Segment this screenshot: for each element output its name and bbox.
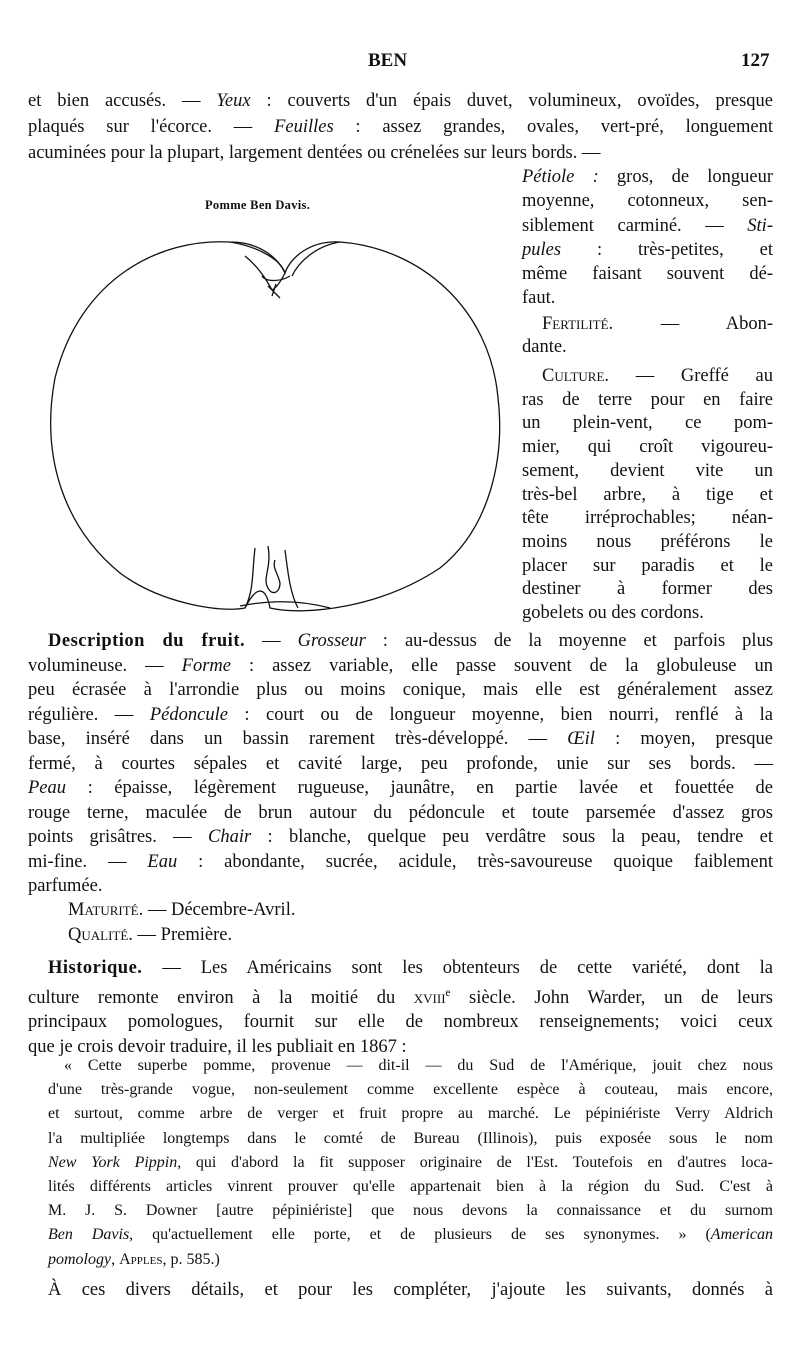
page-number: 127 — [741, 50, 770, 71]
text-line — [522, 238, 773, 262]
text-line — [48, 1223, 773, 1247]
text-run: destiner à former des — [522, 579, 773, 600]
text-line — [48, 1078, 773, 1102]
text-run: sement, devient vite un — [522, 460, 773, 481]
text-block-top — [28, 88, 773, 166]
text-run: rouge terne, maculée de brun autour du pédoncule et toute parsemée d'assez gros — [28, 802, 773, 823]
styled-text-run: xviii — [413, 987, 446, 1008]
text-line — [522, 313, 773, 336]
styled-text-run: Peau — [28, 778, 67, 798]
text-run: un plein-vent, ce pom- — [522, 413, 773, 434]
apple-outline — [51, 242, 500, 611]
text-line — [28, 1278, 773, 1303]
text-line — [522, 214, 773, 238]
text-line — [48, 1248, 773, 1272]
text-run: fermé, à courtes sépales et cavité large, peu profonde, unie sur ses bords. — — [28, 753, 773, 774]
text-line — [522, 286, 773, 310]
styled-text-run: Feuilles — [274, 117, 334, 137]
styled-text-run: pomology — [48, 1250, 112, 1268]
text-line — [522, 507, 773, 531]
text-block-description — [28, 629, 773, 899]
text-run: placer sur paradis et le — [522, 555, 773, 576]
text-line — [28, 825, 773, 850]
text-block-maturite-qualite — [48, 898, 773, 948]
text-line — [522, 165, 773, 189]
text-run: : très-petites, et — [561, 239, 773, 260]
text-run: volumineuse. — — [28, 655, 182, 676]
stem-cavity — [230, 242, 340, 298]
text-run: peu écrasée à l'arrondie plus ou moins conique, mais elle est généralement assez — [28, 680, 773, 700]
text-line — [522, 555, 773, 579]
text-run: mi-fine. — — [28, 851, 148, 872]
text-run: , qui d'abord la fit supposer originaire de l'Est. Toutefois en d'autres loca- — [177, 1153, 773, 1171]
styled-text-run: American — [710, 1226, 773, 1244]
text-block-historique — [28, 956, 773, 1060]
text-line — [522, 531, 773, 555]
styled-text-run: Pédoncule — [149, 704, 228, 725]
text-line — [48, 1175, 773, 1199]
styled-text-run: Grosseur — [297, 631, 366, 651]
text-run: parfumée. — [28, 876, 103, 896]
figure-caption: Pomme Ben Davis. — [205, 198, 311, 212]
text-line — [48, 923, 773, 948]
text-line — [48, 1102, 773, 1126]
text-run: que je crois devoir traduire, il les publiait en 1867 : — [28, 1036, 407, 1057]
styled-text-run: Forme — [181, 655, 231, 676]
text-line — [28, 1010, 773, 1035]
text-run: points grisâtres. — — [28, 827, 209, 847]
text-run: principaux pomologues, fournit sur elle de nombreux renseignements; voici ceux — [28, 1012, 773, 1033]
styled-text-run: Sti- — [747, 215, 773, 236]
text-line — [28, 114, 773, 140]
text-run: ras de terre pour en faire — [522, 389, 773, 410]
text-line — [28, 801, 773, 826]
text-line — [48, 1199, 773, 1223]
styled-text-run: Yeux — [216, 91, 251, 111]
text-run: base, inséré dans un bassin rarement très-développé. — — [28, 729, 568, 749]
text-line — [48, 1151, 773, 1175]
text-run: « Cette superbe pomme, provenue — dit-il — du Sud de l'Amérique, jouit chez nous — [64, 1057, 773, 1074]
text-run: siècle. John Warder, un de leurs — [450, 987, 773, 1008]
text-run: M. J. S. Downer [autre pépiniériste] que nous devons la connaissance et du surnom — [48, 1202, 773, 1220]
text-line — [28, 956, 773, 981]
text-run: : assez variable, elle passe souvent de la globuleuse un — [230, 655, 773, 676]
text-line — [28, 629, 773, 654]
text-line — [522, 262, 773, 286]
styled-text-run: Eau — [147, 851, 178, 872]
text-run: l'a multipliée longtemps dans le comté de Bureau (Illinois), puis exposée sous le nom — [48, 1129, 773, 1147]
running-title: BEN — [368, 50, 408, 71]
text-line — [28, 654, 773, 679]
text-run: : court ou de longueur moyenne, bien nourri, renflé à la — [227, 704, 773, 725]
styled-text-run: Ben Davis — [48, 1226, 130, 1244]
text-line — [522, 484, 773, 508]
text-run: : couverts d'un épais duvet, volumineux, ovoïdes, presque — [250, 91, 773, 111]
text-run: dante. — [522, 337, 567, 357]
styled-text-run: Historique. — [48, 958, 143, 978]
styled-text-run: Maturité. — [68, 900, 144, 920]
text-line — [522, 578, 773, 602]
styled-text-run: Apples — [119, 1250, 163, 1268]
text-run: tête irréprochables; néan- — [522, 508, 773, 529]
text-run: : moyen, presque — [594, 729, 773, 749]
text-run: : abondante, sucrée, acidule, très-savoureuse quoique faiblement — [177, 851, 773, 872]
text-run: : blanche, quelque peu verdâtre sous la peau, tendre et — [251, 827, 774, 847]
text-run: et bien accusés. — — [28, 91, 217, 111]
styled-text-run: Fertilité. — [542, 314, 614, 334]
styled-text-run: Qualité. — [68, 925, 133, 945]
styled-text-run: Description du fruit. — [48, 631, 246, 651]
text-run: : au-dessus de la moyenne et parfois plus — [365, 631, 774, 651]
text-run: — Décembre-Avril. — [143, 900, 296, 920]
text-line — [522, 602, 773, 626]
text-run: siblement carminé. — — [522, 215, 748, 236]
text-block-petiole — [522, 165, 773, 311]
text-run: : assez grandes, ovales, vert-pré, longuement — [333, 117, 773, 137]
text-run: lités différents articles vinrent prouver qu'elle appartenait bien à la région du Sud. C'est à — [48, 1178, 773, 1196]
text-run: acuminées pour la plupart, largement dentées ou crénelées sur leurs bords. — — [28, 143, 601, 163]
text-line — [28, 727, 773, 752]
text-line — [48, 1127, 773, 1151]
text-line — [28, 981, 773, 1011]
text-line — [522, 365, 773, 389]
text-run: plaqués sur l'écorce. — — [28, 117, 275, 137]
text-run: , qu'actuellement elle porte, et de plusieurs de ses synonymes. » ( — [129, 1226, 711, 1244]
text-run: mier, qui croît vigoureu- — [522, 437, 773, 458]
text-run: régulière. — — [28, 704, 150, 725]
text-run: gros, de longueur — [598, 167, 773, 187]
text-line — [28, 776, 773, 801]
text-run: — Première. — [132, 925, 233, 945]
text-block-fertilite — [522, 313, 773, 359]
styled-text-run: e — [445, 986, 451, 999]
text-run: même faisant souvent dé- — [522, 264, 773, 285]
styled-text-run: Pétiole : — [522, 167, 599, 187]
styled-text-run: pules — [522, 239, 562, 260]
text-line — [522, 189, 773, 213]
text-run: , — [111, 1250, 120, 1268]
text-block-quote — [48, 1054, 773, 1272]
styled-text-run: New York Pippin — [48, 1153, 178, 1171]
apple-illustration — [40, 228, 510, 620]
text-run: faut. — [522, 288, 556, 309]
text-run: et surtout, comme arbre de verger et fruit propre au marché. Le pépiniériste Verry Aldrich — [48, 1105, 773, 1123]
text-line — [522, 412, 773, 436]
text-block-final — [28, 1278, 773, 1303]
text-run: À ces divers détails, et pour les compléter, j'ajoute les suivants, donnés à — [48, 1280, 773, 1300]
text-run: , p. 585.) — [162, 1250, 220, 1268]
text-line — [28, 874, 773, 899]
eye-basin — [240, 546, 330, 608]
text-line — [28, 850, 773, 875]
text-block-culture — [522, 365, 773, 626]
text-line — [28, 752, 773, 777]
text-run: moins nous préférons le — [522, 531, 773, 552]
text-line — [28, 140, 773, 166]
text-run: gobelets ou des cordons. — [522, 603, 704, 624]
text-line — [48, 898, 773, 923]
text-line — [522, 460, 773, 484]
text-line — [28, 88, 773, 114]
text-run: très-bel arbre, à tige et — [522, 484, 773, 505]
text-run: — Greffé au — [609, 366, 773, 386]
text-line — [28, 703, 773, 728]
text-line — [522, 336, 773, 359]
text-run: d'une très-grande vogue, non-seulement comme excellente espèce à couteau, mais encore, — [48, 1081, 773, 1099]
text-run: — — [245, 631, 298, 651]
text-line — [28, 678, 773, 703]
text-run: — Les Américains sont les obtenteurs de cette variété, dont la — [142, 958, 773, 978]
styled-text-run: Œil — [567, 729, 595, 749]
text-line — [522, 389, 773, 413]
text-line — [48, 1054, 773, 1078]
text-line — [522, 436, 773, 460]
text-run: culture remonte environ à la moitié du — [28, 987, 414, 1008]
text-run: : épaisse, légèrement rugueuse, jaunâtre, en partie lavée et fouettée de — [66, 778, 773, 798]
text-run: — Abon- — [613, 314, 773, 334]
styled-text-run: Culture. — [542, 366, 610, 386]
text-run: moyenne, cotonneux, sen- — [522, 191, 773, 212]
styled-text-run: Chair — [208, 827, 252, 847]
